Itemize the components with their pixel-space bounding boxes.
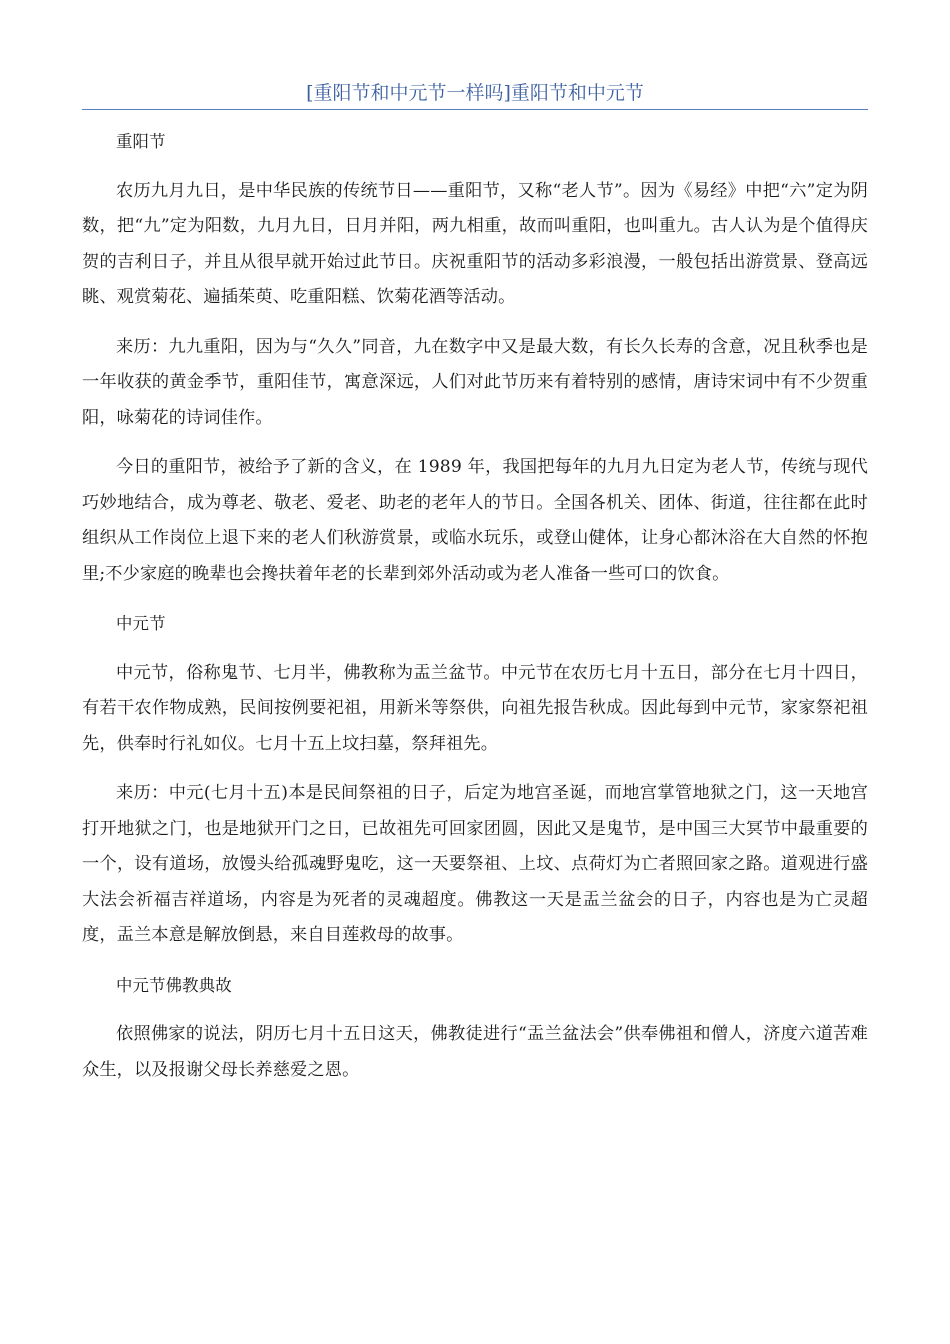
paragraph-buddhist-story: 依照佛家的说法，阴历七月十五日这天，佛教徒进行“盂兰盆法会”供奉佛祖和僧人，济度六道苦难众生，以及报谢父母长养慈爱之恩。 [82,1024,868,1080]
paragraph-zhongyuan-intro: 中元节，俗称鬼节、七月半，佛教称为盂兰盆节。中元节在农历七月十五日，部分在七月十四日，有若干农作物成熟，民间按例要祀祖，用新米等祭供，向祖先报告秋成。因此每到中元节，家家祭祀祖先，供奉时行礼如仪。七月十五上坟扫墓，祭拜祖先。 [82,662,868,754]
document-body [82,124,868,1088]
section-heading-chongyang: 重阳节 [116,132,166,151]
paragraph-chongyang-intro: 农历九月九日，是中华民族的传统节日——重阳节，又称“老人节”。因为《易经》中把“六”定为阴数，把“九”定为阳数，九月九日，日月并阳，两九相重，故而叫重阳，也叫重九。古人认为是个值得庆贺的吉利日子，并且从很早就开始过此节日。庆祝重阳节的活动多彩浪漫，一般包括出游赏景、登高远眺、观赏菊花、遍插茱萸、吃重阳糕、饮菊花酒等活动。 [82,180,868,307]
paragraph-zhongyuan-origin: 来历：中元(七月十五)本是民间祭祖的日子，后定为地宫圣诞，而地宫掌管地狱之门，这一天地宫打开地狱之门，也是地狱开门之日，已故祖先可回家团圆，因此又是鬼节，是中国三大冥节中最重要的一个，设有道场，放馒头给孤魂野鬼吃，这一天要祭祖、上坟、点荷灯为亡者照回家之路。道观进行盛大法会祈福吉祥道场，内容是为死者的灵魂超度。佛教这一天是盂兰盆会的日子，内容也是为亡灵超度，盂兰本意是解放倒悬，来自目莲救母的故事。 [82,783,868,945]
section-heading-zhongyuan: 中元节 [116,614,166,633]
header-divider [82,109,868,110]
section-heading-buddhist-story: 中元节佛教典故 [116,975,232,995]
paragraph-chongyang-today: 今日的重阳节，被给予了新的含义，在 1989 年，我国把每年的九月九日定为老人节，传统与现代巧妙地结合，成为尊老、敬老、爱老、助老的老年人的节日。全国各机关、团体、街道，往往都在此时组织从工作岗位上退下来的老人们秋游赏景，或临水玩乐，或登山健体，让身心都沐浴在大自然的怀抱里;不少家庭的晚辈也会搀扶着年老的长辈到郊外活动或为老人准备一些可口的饮食。 [82,457,868,584]
paragraph-chongyang-origin: 来历：九九重阳，因为与“久久”同音，九在数字中又是最大数，有长久长寿的含意，况且秋季也是一年收获的黄金季节，重阳佳节，寓意深远，人们对此节历来有着特别的感情，唐诗宋词中有不少贺重阳，咏菊花的诗词佳作。 [82,336,868,428]
page-header-title: [重阳节和中元节一样吗]重阳节和中元节 [306,82,644,104]
